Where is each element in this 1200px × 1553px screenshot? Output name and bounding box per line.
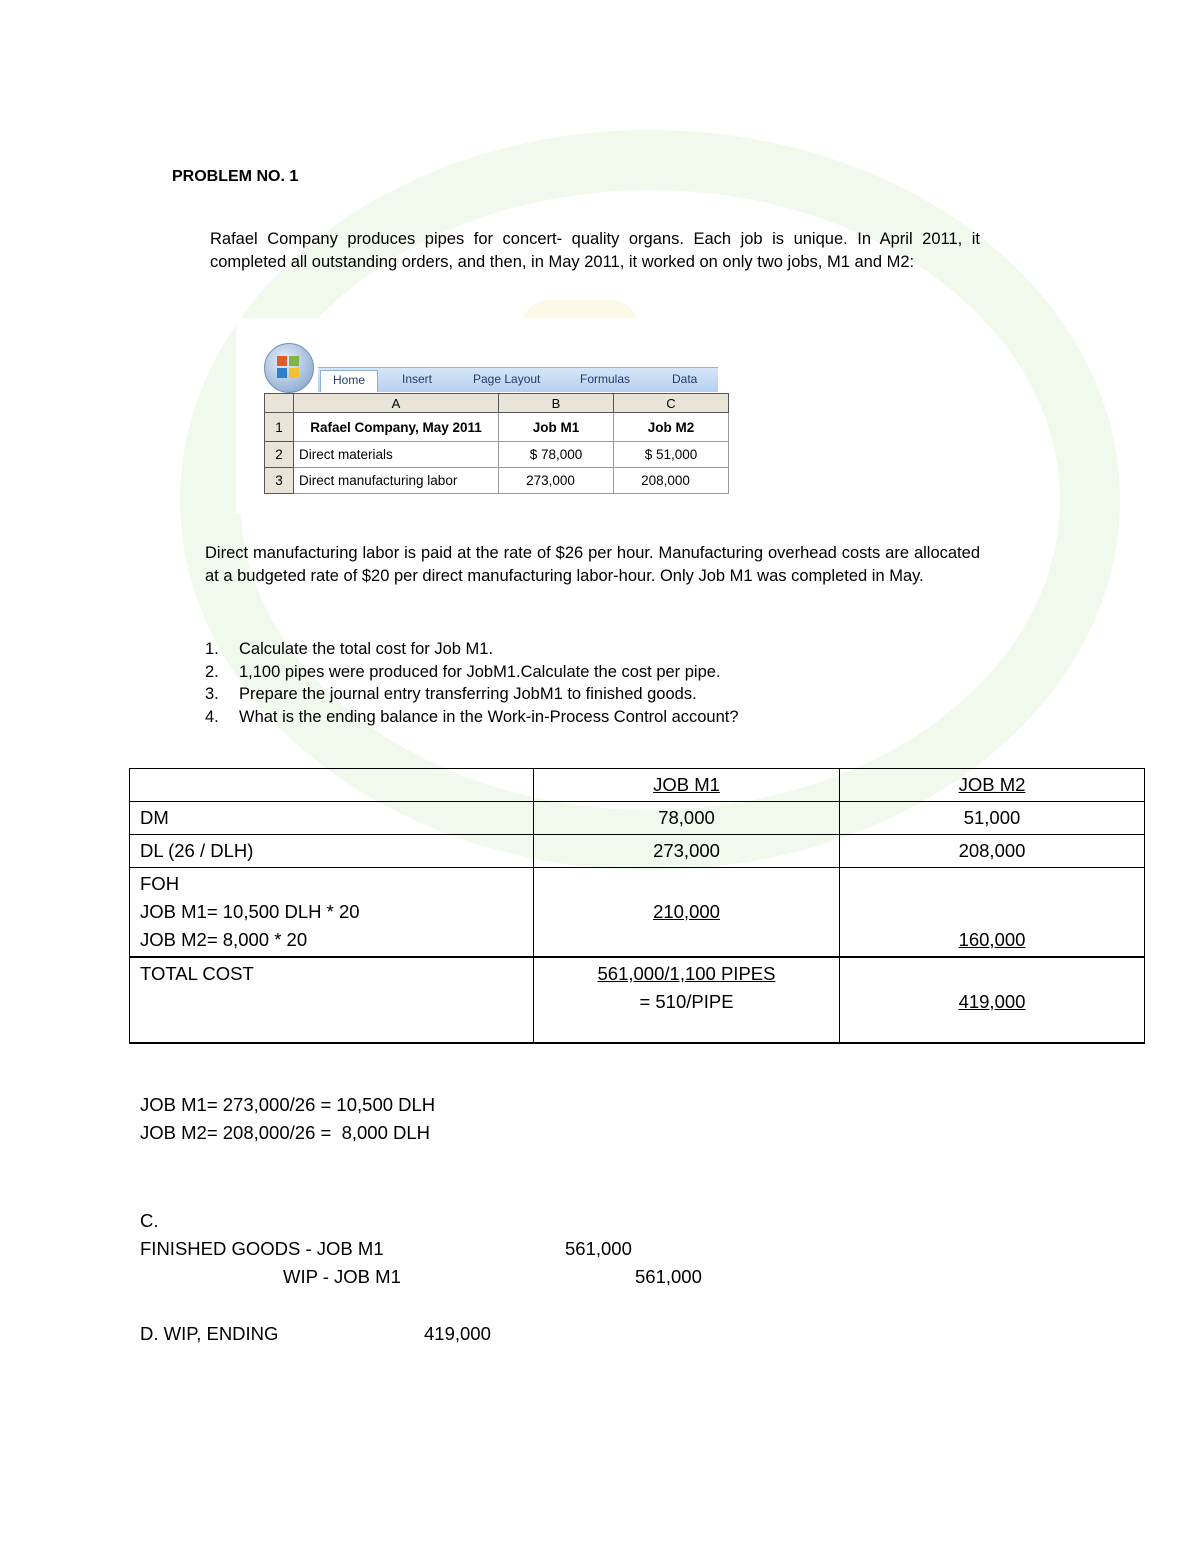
dm-m1: 78,000: [534, 802, 840, 835]
foh-m2: 160,000: [958, 929, 1026, 950]
list-item: 4. What is the ending balance in the Work-in-Process Control account?: [205, 707, 739, 726]
cost-per-pipe: = 510/PIPE: [639, 991, 734, 1012]
row-label-total: TOTAL COST: [130, 957, 534, 1043]
wip-ending-label: D. WIP, ENDING: [140, 1323, 279, 1344]
cell-b2: $ 78,000: [499, 442, 614, 468]
tab-insert: Insert: [402, 372, 433, 386]
col-header-b: B: [499, 394, 614, 413]
labor-paragraph: Direct manufacturing labor is paid at the rate of $26 per hour. Manufacturing overhead costs are allocated at a budgeted rate of $20 per direct manufacturing labor-hour. Only Job M1 was completed in May.: [205, 544, 980, 585]
intro-paragraph: Rafael Company produces pipes for concert- quality organs. Each job is unique. In April 2011, it completed all outstanding orders, and then, in May 2011, it worked on only two jobs, M1 and M2:: [210, 230, 980, 271]
list-item: 1. Calculate the total cost for Job M1.: [205, 640, 494, 658]
col-header-a: A: [294, 394, 499, 413]
tab-page-layout: Page Layout: [473, 372, 541, 386]
row-label-dl: DL (26 / DLH): [130, 835, 534, 868]
question-list: [205, 638, 980, 728]
header-blank-cell: [130, 769, 534, 802]
excel-ribbon: [318, 367, 718, 392]
header-job-m2: JOB M2: [958, 774, 1026, 795]
row-header: 1: [265, 413, 294, 442]
dl-m1: 273,000: [534, 835, 840, 868]
dl-m2: 208,000: [840, 835, 1145, 868]
journal-heading: C.: [140, 1210, 159, 1231]
journal-credit-account: WIP - JOB M1: [283, 1266, 401, 1287]
row-header: 2: [265, 442, 294, 468]
excel-table: [264, 393, 729, 494]
corner-cell: [265, 394, 294, 413]
total-m1-calc: 561,000/1,100 PIPES: [597, 963, 776, 984]
dm-m2: 51,000: [840, 802, 1145, 835]
cell-a3: Direct manufacturing labor: [294, 468, 499, 494]
cell-c2: $ 51,000: [614, 442, 729, 468]
dlh-calculation: JOB M1= 273,000/26 = 10,500 DLH JOB M2= 208,000/26 = 8,000 DLH: [140, 1094, 436, 1143]
solution-table: [129, 768, 1145, 1044]
tab-data: Data: [672, 372, 698, 386]
cell-c3: 208,000: [614, 468, 729, 494]
foh-line-m2: JOB M2= 8,000 * 20: [140, 929, 308, 950]
problem-title: PROBLEM NO. 1: [172, 168, 299, 185]
cell-a2: Direct materials: [294, 442, 499, 468]
foh-line-m1: JOB M1= 10,500 DLH * 20: [140, 901, 360, 922]
cell-a1: Rafael Company, May 2011: [294, 413, 499, 442]
cell-b3: 273,000: [499, 468, 614, 494]
row-label-foh: FOH JOB M1= 10,500 DLH * 20 JOB M2= 8,000 * 20: [130, 868, 534, 958]
office-logo-icon: [277, 356, 299, 378]
row-label-dm: DM: [130, 802, 534, 835]
journal-credit-amount: 561,000: [635, 1266, 702, 1287]
col-header-c: C: [614, 394, 729, 413]
cell-b1: Job M1: [499, 413, 614, 442]
tab-formulas: Formulas: [580, 372, 631, 386]
tab-home: Home: [320, 370, 378, 392]
row-header: 3: [265, 468, 294, 494]
cell-c1: Job M2: [614, 413, 729, 442]
wip-ending-amount: 419,000: [424, 1323, 491, 1344]
journal-debit-account: FINISHED GOODS - JOB M1: [140, 1238, 384, 1259]
list-item: 3. Prepare the journal entry transferring JobM1 to finished goods.: [205, 685, 697, 703]
list-item: 2. 1,100 pipes were produced for JobM1.Calculate the cost per pipe.: [205, 662, 721, 681]
journal-debit-amount: 561,000: [565, 1238, 632, 1259]
foh-m1: 210,000: [653, 901, 720, 922]
header-job-m1: JOB M1: [653, 774, 720, 795]
total-m2: 419,000: [958, 991, 1026, 1012]
